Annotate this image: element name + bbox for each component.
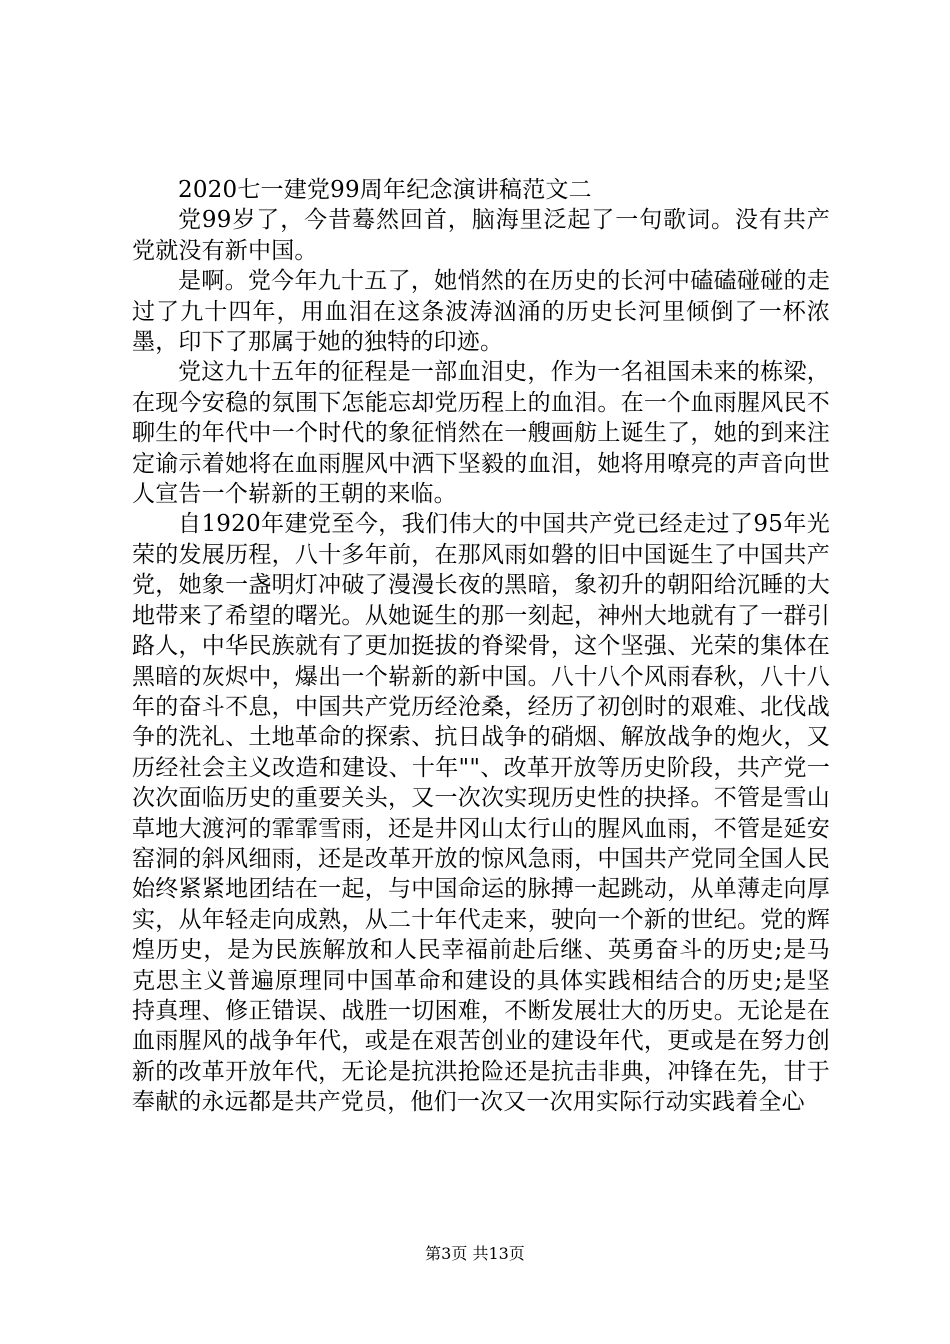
document-title: 2020七一建党99周年纪念演讲稿范文二 [178, 177, 592, 203]
paragraph: 是啊。党今年九十五了，她悄然的在历史的长河中磕磕碰碰的走过了九十四年，用血泪在这条波涛汹涌的历史长河里倾倒了一杯浓墨，印下了那属于她的独特的印迹。 [132, 268, 830, 356]
page-number-footer: 第3页 共13页 [425, 1244, 525, 1263]
document-body [132, 175, 830, 1118]
paragraph: 党这九十五年的征程是一部血泪史，作为一名祖国未来的栋梁，在现今安稳的氛围下怎能忘却党历程上的血泪。在一个血雨腥风民不聊生的年代中一个时代的象征悄然在一艘画舫上诞生了，她的到来注定谕示着她将在血雨腥风中洒下坚毅的血泪，她将用嘹亮的声音向世人宣告一个崭新的王朝的来临。 [132, 359, 830, 508]
paragraph: 自1920年建党至今，我们伟大的中国共产党已经走过了95年光荣的发展历程，八十多年前，在那风雨如磐的旧中国诞生了中国共产党，她象一盏明灯冲破了漫漫长夜的黑暗，象初升的朝阳给沉睡的大地带来了希望的曙光。从她诞生的那一刻起，神州大地就有了一群引路人，中华民族就有了更加挺拔的脊梁骨，这个坚强、光荣的集体在黑暗的灰烬中，爆出一个崭新的新中国。八十八个风雨春秋，八十八年的奋斗不息，中国共产党历经沧桑，经历了初创时的艰难、北伐战争的洗礼、土地革命的探索、抗日战争的硝烟、解放战争的炮火，又历经社会主义改造和建设、十年""、改革开放等历史阶段，共产党一次次面临历史的重要关头，又一次次实现历史性的抉择。不管是雪山草地大渡河的霏霏雪雨，还是井冈山太行山的腥风血雨，不管是延安窑洞的斜风细雨，还是改革开放的惊风急雨，中国共产党同全国人民始终紧紧地团结在一起，与中国命运的脉搏一起跳动，从单薄走向厚实，从年轻走向成熟，从二十年代走来，驶向一个新的世纪。党的辉煌历史，是为民族解放和人民幸福前赴后继、英勇奋斗的历史;是马克思主义普遍原理同中国革命和建设的具体实践相结合的历史;是坚持真理、修正错误、战胜一切困难，不断发展壮大的历史。无论是在血雨腥风的战争年代，或是在艰苦创业的建设年代，更或是在努力创新的改革开放年代，无论是抗洪抢险还是抗击非典，冲锋在先，甘于奉献的永远都是共产党员，他们一次又一次用实际行动实践着全心 [132, 511, 830, 1116]
paragraph: 党99岁了，今昔蓦然回首，脑海里泛起了一句歌词。没有共产党就没有新中国。 [132, 207, 830, 264]
